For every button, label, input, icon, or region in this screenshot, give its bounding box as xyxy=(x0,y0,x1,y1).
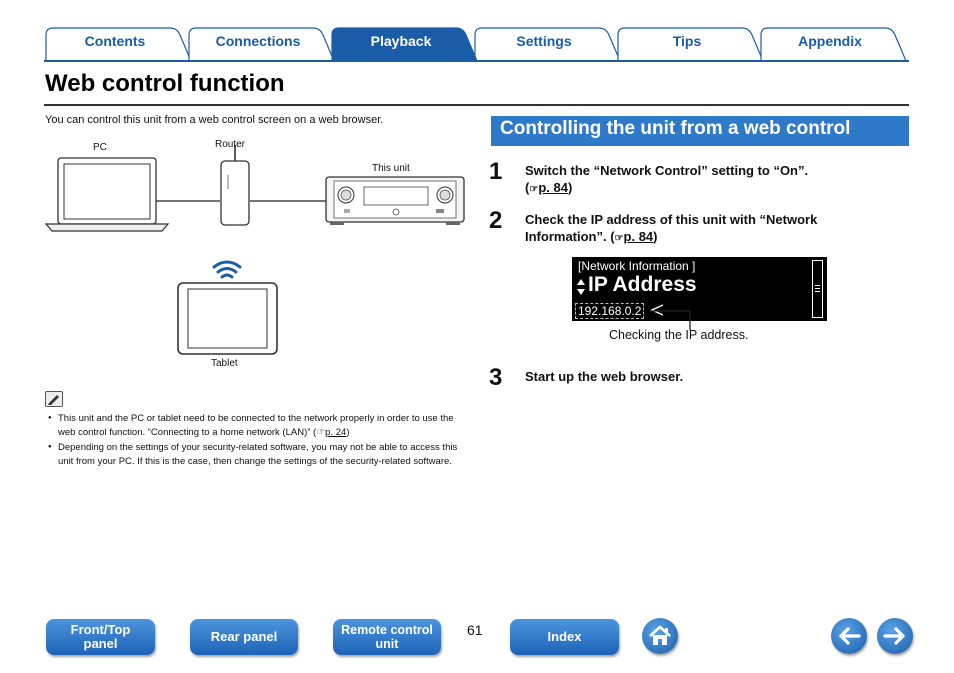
pointing-hand-icon: ☞ xyxy=(614,233,624,244)
label-pc: PC xyxy=(93,142,107,153)
page-title: Web control function xyxy=(45,70,285,97)
ref-close: ) xyxy=(653,229,658,244)
note-text: Depending on the settings of your security-related software, you may not be able to access this unit from your PC. If this is the case, then change the settings of the security-related software. xyxy=(58,442,458,467)
note-item xyxy=(48,441,463,468)
arrow-right-icon xyxy=(877,618,913,654)
index-button[interactable] xyxy=(510,619,619,655)
pointing-hand-icon: ☞ xyxy=(316,426,326,438)
back-button[interactable] xyxy=(831,618,867,654)
pencil-icon xyxy=(45,391,63,407)
page-reference-link[interactable]: p. 84 xyxy=(538,180,568,195)
ref-close: ) xyxy=(567,180,573,195)
step-text xyxy=(525,368,870,385)
tab-tips[interactable]: Tips xyxy=(672,33,702,49)
step-instruction: Switch the “Network Control” setting to “On”. xyxy=(525,163,809,178)
arrow-left-icon xyxy=(831,618,867,654)
display-scrollbar xyxy=(812,260,823,318)
page-reference-link[interactable]: p. 24 xyxy=(325,426,347,438)
tab-bar xyxy=(44,27,910,61)
label-this-unit: This unit xyxy=(372,163,410,174)
intro-text: You can control this unit from a web control screen on a web browser. xyxy=(45,114,384,126)
page-reference-link[interactable]: p. 84 xyxy=(623,229,654,244)
step-instruction: Start up the web browser. xyxy=(525,369,684,384)
label-tablet: Tablet xyxy=(211,358,238,369)
step-instruction: Check the IP address of this unit with “Network Information”. xyxy=(525,212,818,244)
step-number: 3 xyxy=(489,364,503,391)
step-text xyxy=(525,162,870,198)
ref-open: ( xyxy=(525,180,530,195)
rear-panel-label: Rear panel xyxy=(210,629,278,644)
section-title: Controlling the unit from a web control xyxy=(500,118,851,139)
pointing-hand-icon: ☞ xyxy=(529,184,539,195)
tab-underline xyxy=(44,60,909,62)
note-item xyxy=(48,412,463,439)
rear-panel-button[interactable] xyxy=(190,619,298,655)
home-icon xyxy=(642,618,678,654)
front-top-panel-button[interactable] xyxy=(46,619,155,655)
router-icon xyxy=(221,145,249,225)
title-divider xyxy=(44,104,909,106)
display-caption: Checking the IP address. xyxy=(609,328,749,342)
ref-open: ( xyxy=(606,229,615,244)
index-label: Index xyxy=(547,629,582,644)
page-number: 61 xyxy=(467,622,483,638)
label-router: Router xyxy=(215,139,246,150)
tab-appendix[interactable]: Appendix xyxy=(798,33,862,49)
note-tail: ) xyxy=(346,426,350,438)
tablet-icon xyxy=(178,283,277,354)
front-top-panel-label: Front/Top panel xyxy=(70,622,131,651)
display-ip-address: 192.168.0.2 xyxy=(575,303,644,319)
display-main-text: IP Address xyxy=(588,273,697,296)
connection-diagram xyxy=(40,135,480,375)
forward-button[interactable] xyxy=(877,618,913,654)
home-button[interactable] xyxy=(642,618,678,654)
up-down-arrows-icon xyxy=(576,278,586,296)
step-text xyxy=(525,211,870,247)
tab-settings[interactable]: Settings xyxy=(516,33,572,49)
laptop-icon xyxy=(46,158,168,231)
step-number: 1 xyxy=(489,158,503,185)
tab-contents[interactable]: Contents xyxy=(84,33,146,49)
remote-control-unit-button[interactable] xyxy=(333,619,441,655)
display-header: [Network Information ] xyxy=(578,259,696,273)
note-text: This unit and the PC or tablet need to be connected to the network properly in order to use the web control function. “Connecting to a home network (LAN)” ( xyxy=(58,413,454,438)
wifi-icon xyxy=(214,262,240,277)
step-number: 2 xyxy=(489,207,503,234)
connection-diagram-art xyxy=(40,135,480,375)
remote-control-unit-label: Remote control unit xyxy=(341,623,433,651)
tab-playback[interactable]: Playback xyxy=(370,33,432,49)
av-receiver-icon xyxy=(326,177,464,225)
notes-list xyxy=(48,412,463,470)
tab-connections[interactable]: Connections xyxy=(215,33,301,49)
